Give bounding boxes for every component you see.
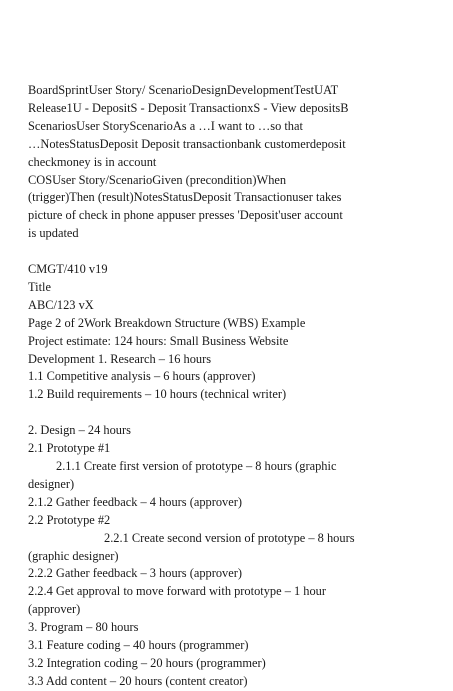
wbs-heading: Page 2 of 2Work Breakdown Structure (WBS) Example [28,315,306,330]
text-line: COSUser Story/ScenarioGiven (precondition)When [28,172,287,187]
text-line: is updated [28,226,79,241]
wbs-item: 3.3 Add content – 20 hours (content creator) [28,673,248,688]
wbs-item: 2.1 Prototype #1 [28,441,111,456]
wbs-item: 2.1.1 Create first version of prototype – 8 hours (graphic [56,459,337,473]
wbs-item: 2.1.2 Gather feedback – 4 hours (approver) [28,494,242,509]
wbs-item: 2.2.2 Gather feedback – 3 hours (approver) [28,566,242,581]
text-line: checkmoney is in account [28,154,157,169]
text-line: ScenariosUser StoryScenarioAs a …I want to …so that [28,118,303,133]
document-title-placeholder: Title [28,279,51,294]
wbs-item: designer) [28,476,75,491]
document-body [28,82,440,691]
wbs-item: (approver) [28,602,81,617]
blank-line [28,404,440,422]
course-code: CMGT/410 v19 [28,262,108,277]
blank-line [28,243,440,261]
wbs-item: 2. Design – 24 hours [28,423,131,438]
wbs-item: 2.2.4 Get approval to move forward with prototype – 1 hour [28,584,326,599]
text-line: Release1U - DepositS - Deposit TransactionxS - View depositsB [28,100,349,115]
wbs-item: 3. Program – 80 hours [28,620,139,635]
wbs-item: 2.2 Prototype #2 [28,512,111,527]
wbs-item: 3.1 Feature coding – 40 hours (programmer) [28,638,249,653]
text-line: picture of check in phone appuser presses 'Deposit'user account [28,208,343,223]
wbs-item: 1.1 Competitive analysis – 6 hours (approver) [28,369,256,384]
text-line: BoardSprintUser Story/ ScenarioDesignDevelopmentTestUAT [28,83,339,97]
wbs-item: 3.2 Integration coding – 20 hours (programmer) [28,655,266,670]
wbs-item: 1.2 Build requirements – 10 hours (technical writer) [28,387,287,402]
text-line: …NotesStatusDeposit Deposit transactionbank customerdeposit [28,136,346,151]
text-line: (trigger)Then (result)NotesStatusDeposit Transactionuser takes [28,190,342,205]
wbs-item: 2.2.1 Create second version of prototype – 8 hours [104,530,355,545]
wbs-item: Development 1. Research – 16 hours [28,351,212,366]
course-version: ABC/123 vX [28,297,94,312]
wbs-item: (graphic designer) [28,548,119,563]
project-estimate: Project estimate: 124 hours: Small Business Website [28,333,289,348]
